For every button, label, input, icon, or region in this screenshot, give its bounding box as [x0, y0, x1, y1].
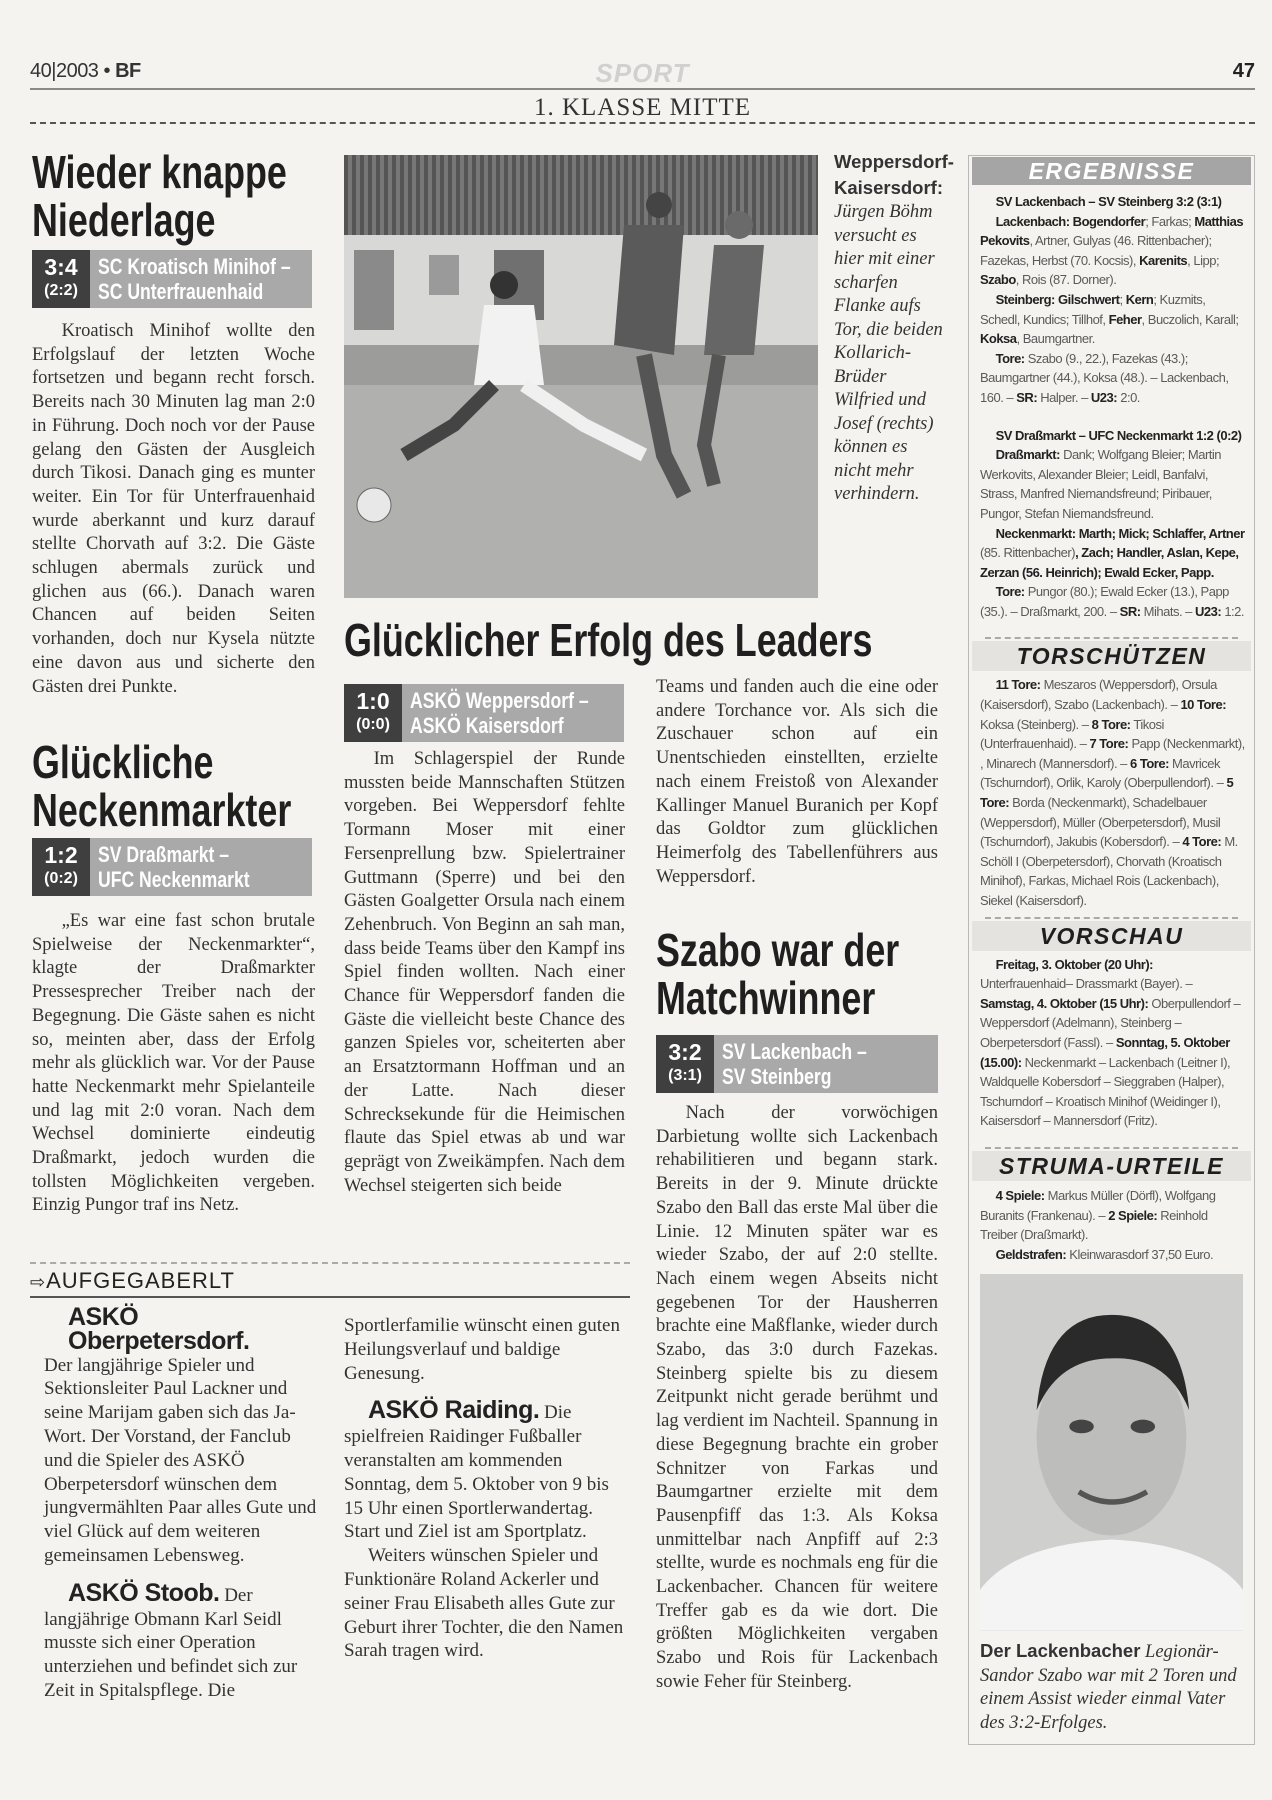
paragraph: Im Schlagerspiel der Runde mussten beide Mannschaften Stützen vorgeben. Bei Weppersdorf fehlte Tormann Moser mit einer Fersenprellung bzw. Spielertrainer Guttmann (Sperre) und bei den Gästen Goalgetter Orsula nach einem Zehenbruch. Von Beginn an sah man, dass beide Teams über den Kampf ins Spiel finden wollten. Nach einer Chance für Weppersdorf fanden die Gäste die vielleicht beste Chance des ganzen Spieles vor, scheiterten aber an Ersatztormann Hoffman und an der Latte. Nach dieser Schrecksekunde für die Heimischen flaute das Spiel etwas ab und war geprägt von Zweikämpfen. Nach dem Wechsel steigerten sich beide — [344, 749, 625, 1196]
text: Markus Müller (Dörfl), Wolfgang Buranits (Frankenau). – — [980, 1187, 1216, 1223]
struma-text — [980, 1186, 1246, 1264]
bold-text: 6 Tore: — [1130, 755, 1169, 771]
league-title: 1. KLASSE MITTE — [533, 94, 752, 121]
bold-text: Szabo — [980, 272, 1016, 288]
portrait-caption — [980, 1639, 1243, 1735]
text: ; — [1119, 291, 1126, 307]
bold-text: Lackenbach: Bogendorfer — [995, 213, 1146, 229]
item-text: Die spielfreien Raidinger Fußballer veranstalten am kommenden Sonntag, dem 5. Oktober von 9 bis 15 Uhr einen Sportlerwandertag. Start und Ziel ist am Sportplatz. — [344, 1402, 609, 1543]
final-score: 3:4 — [44, 254, 78, 280]
bold-text: 5 Tore: — [980, 775, 1234, 811]
paragraph: „Es war eine fast schon brutale Spielweise der Neckenmarkter“, klagte der Draßmarkter Pressesprecher Treiber nach der Begegnung. Die Gäste sahen es nicht so, meinten aber, dass der Erfolg mehr als glücklich war. Vor der Pause hatte Neckenmarkt mehr Spielanteile und lag mit 2:0 voran. Nach dem Wechsel dominierte eindeutig Draßmarkt, jedoch wurden die tollsten Möglichkeiten vergeben. Einzig Pungor traf ins Netz. — [32, 911, 315, 1216]
home-team: ASKÖ Weppersdorf – — [410, 688, 589, 713]
item-title: ASKÖ Stoob. — [68, 1578, 220, 1607]
item-text: Der langjährige Spieler und Sektionsleiter Paul Lackner und seine Marijam gaben sich das Ja-Wort. Der Vorstand, der Fanclub und die Spieler des ASKÖ Oberpetersdorf wünschen dem jungvermählten Paar alles Gute und viel Glück auf dem weiteren gemeinsamen Lebensweg. — [44, 1354, 317, 1566]
vorschau-text — [980, 955, 1246, 1131]
article2-scorebox — [32, 838, 312, 896]
halftime-score: (3:1) — [668, 1067, 702, 1084]
paragraph — [980, 524, 1246, 583]
article4-scorebox — [656, 1035, 938, 1093]
text: Borda (Neckenmarkt), Schadelbauer (Weppersdorf), Müller (Oberpetersdorf), Musil (Tschurndorf), Jakubis (Kobersdorf). – — [980, 795, 1221, 850]
bold-text: 4 Spiele: — [995, 1187, 1045, 1203]
paragraph — [980, 675, 1246, 910]
paragraph — [980, 1245, 1246, 1265]
paragraph: Kroatisch Minihof wollte den Erfolgslauf der letzten Woche fortsetzen und begann recht forsch. Bereits nach 30 Minuten lag man 2:0 in Führung. Doch noch vor der Pause gelang den Gästen der Ausgleich durch Tikosi. Danach ging es munter weiter. Ein Tor für Unterfrauenhaid wurde aberkannt und kurz darauf stellte Chorvath auf 3:2. Die Gäste schlugen abermals zurück und glichen aus (66.). Danach waren Chancen auf beiden Seiten vorhanden, doch nur Kysela nützte eine davon aus und sicherte den Gästen drei Punkte. — [32, 321, 315, 697]
item-text: Weiters wünschen Spieler und Funktionäre Roland Ackerler und seiner Frau Elisabeth alles Gute zur Geburt ihrer Tochter, die den Namen Sarah tragen wird. — [344, 1545, 624, 1662]
text: , Lipp; — [1187, 252, 1220, 268]
match-photo — [344, 155, 818, 598]
bold-text: Tore: — [995, 584, 1025, 600]
paragraph — [980, 955, 1246, 1131]
ergebnisse-title: ERGEBNISSE — [972, 157, 1251, 185]
article3-scorebox — [344, 684, 624, 742]
bold-text: Geldstrafen: — [995, 1246, 1067, 1262]
player-portrait-image — [980, 1274, 1243, 1631]
text: Koksa (Steinberg). – — [980, 716, 1092, 732]
bold-text: Koksa — [980, 331, 1017, 347]
headline-line: Glückliche — [32, 736, 214, 788]
text: , Artner, Gulyas (46. Rittenbacher); Fazekas, Herbst (70. Kocsis), — [980, 233, 1212, 268]
aufgegaberlt-title: AUFGEGABERLT — [46, 1268, 235, 1293]
paragraph — [980, 445, 1246, 523]
text: Kleinwarasdorf 37,50 Euro. — [1066, 1246, 1214, 1262]
paragraph — [980, 290, 1246, 349]
bold-text: SR: — [1016, 389, 1038, 405]
halftime-score: (2:2) — [44, 282, 78, 299]
text: Pungor (80.); Ewald Ecker (13.), Papp (35.). – Draßmarkt, 200. – — [980, 584, 1229, 619]
item-title: ASKÖ Raiding. — [368, 1396, 540, 1425]
text: Szabo (9., 22.), Fazekas (43.); Baumgartner (44.), Koksa (48.). – Lackenbach, 160. – — [980, 350, 1229, 405]
italic-text: Legionär-Sandor Szabo war mit 2 Toren und einem Assist wieder einmal Vater des 3:2-Erfolges. — [980, 1642, 1237, 1733]
article3-headline — [344, 614, 964, 666]
bold-text: 4 Tore: — [1182, 834, 1222, 850]
text: ; Kuzmits, Schedl, Kundics; Tillhof, — [980, 291, 1206, 327]
bold-text: Karenits — [1139, 252, 1188, 268]
text: , Rois (87. Dorner). — [1015, 272, 1117, 288]
bold-text: Feher — [1108, 311, 1142, 327]
bold-text: SV Lackenbach – SV Steinberg 3:2 (3:1) — [995, 194, 1222, 209]
text: Meszaros (Weppersdorf), Orsula (Kaisersdorf), Szabo (Lackenbach). – — [980, 677, 1217, 713]
text: Unterfrauenhaid– Drassmarkt (Bayer). – — [980, 976, 1193, 992]
article4-body — [656, 1102, 938, 1695]
sidebar-content — [972, 157, 1251, 1741]
paragraph — [980, 192, 1246, 212]
article3-body — [344, 748, 625, 1198]
bold-text: Der Lackenbacher — [980, 1640, 1141, 1661]
italic-text: Jürgen Böhm versucht es hier mit einer scharfen Flanke aufs Tor, die beiden Kollarich-Brüder Wilfried und Josef (rechts) können es nicht mehr verhindern. — [834, 202, 943, 504]
bold-text: 2 Spiele: — [1108, 1207, 1158, 1223]
text: Papp (Neckenmarkt), , Minarech (Mannersdorf). – — [980, 736, 1245, 771]
headline-line: Szabo war der — [656, 924, 900, 976]
bullet: • — [103, 60, 111, 82]
text: Neckenmarkt – Lackenbach (Leitner I), Waldquelle Kobersdorf – Sieggraben (Halper), Tschurndorf – Kroatisch Minihof (Weidinger I), Kaisersdorf – Mannersdorf (Fritz). — [980, 1054, 1231, 1129]
bold-text: U23: — [1090, 389, 1118, 405]
bold-text: Neckenmarkt: Marth; Mick; Schlaffer, Artner — [995, 525, 1245, 541]
away-team: SC Unterfrauenhaid — [98, 279, 264, 304]
text: 2:0. — [1117, 389, 1140, 405]
paragraph — [980, 349, 1246, 408]
text: Oberpullendorf – Weppersdorf (Adelmann), Steinberg – Oberpetersdorf (Fassl). – — [980, 995, 1241, 1050]
bold-text: SR: — [1119, 603, 1141, 619]
ergebnisse-text — [980, 192, 1246, 621]
away-team: UFC Neckenmarkt — [98, 867, 250, 892]
final-score: 3:2 — [668, 1039, 702, 1065]
away-team: SV Steinberg — [722, 1064, 832, 1089]
text: Dank; Wolfgang Bleier; Martin Werkovits, Alexander Bleier; Leidl, Banfalvi, Strass, Manfred Niemandsfreund; Piribauer, Pungor, Stefan Niemandsfreund. — [980, 447, 1222, 521]
publication-name: BF — [115, 60, 141, 82]
torschuetzen-title: TORSCHÜTZEN — [972, 641, 1251, 671]
final-score: 1:2 — [44, 842, 78, 868]
article1-scorebox — [32, 250, 312, 308]
text: , Baumgartner. — [1016, 331, 1095, 347]
section-divider — [985, 1147, 1238, 1149]
paragraph — [980, 212, 1246, 290]
text: Tikosi (Unterfrauenhaid). – — [980, 716, 1164, 752]
text: (85. Rittenbacher) — [980, 545, 1076, 561]
bold-text: 8 Tore: — [1091, 716, 1131, 732]
text: Halper. – — [1037, 389, 1091, 405]
home-team: SC Kroatisch Minihof – — [98, 254, 291, 279]
away-team: ASKÖ Kaisersdorf — [410, 713, 564, 738]
aufgegaberlt-col2 — [344, 1314, 624, 1663]
paragraph — [980, 1186, 1246, 1245]
section-divider — [985, 637, 1238, 639]
issue-number: 40|2003 — [30, 60, 99, 82]
article3-body-continued — [656, 676, 938, 889]
bold-text: Tore: — [995, 350, 1025, 366]
headline-line: Glücklicher Erfolg des Leaders — [344, 614, 873, 666]
bold-text: SV Draßmarkt – UFC Neckenmarkt 1:2 (0:2) — [995, 427, 1242, 443]
bold-text: Samstag, 4. Oktober (15 Uhr): — [980, 995, 1149, 1011]
section-title: SPORT — [595, 58, 690, 88]
page-header — [30, 58, 1255, 90]
photo-caption — [834, 150, 954, 507]
bold-text: 10 Tore: — [1180, 697, 1227, 713]
aufgegaberlt-header — [30, 1268, 630, 1298]
bold-text: Matthias Pekovits — [980, 213, 1244, 249]
bold-text: U23: — [1195, 603, 1222, 619]
aufgegaberlt-col1 — [44, 1303, 324, 1703]
spacer — [980, 408, 1246, 426]
text: Reinhold Treiber (Draßmarkt). — [980, 1207, 1208, 1243]
bold-text: Weppersdorf-Kaisersdorf: — [834, 151, 954, 198]
home-team: SV Lackenbach – — [722, 1039, 867, 1064]
paragraph — [980, 426, 1246, 446]
headline-line: Matchwinner — [656, 972, 876, 1024]
paragraph — [980, 582, 1246, 621]
halftime-score: (0:0) — [356, 716, 390, 733]
headline-line: Niederlage — [32, 194, 216, 246]
text: Mihats. – — [1140, 603, 1196, 619]
text: , Buczolich, Karall; — [1141, 311, 1239, 327]
bold-text: , Zach; Handler, Aslan, Kepe, Zerzan (56. Heinrich); Ewald Ecker, Papp. — [980, 545, 1239, 580]
bold-text: Steinberg: Gilschwert — [995, 291, 1120, 307]
article1-headline — [32, 148, 362, 244]
paragraph: Nach der vorwöchigen Darbietung wollte sich Lackenbach rehabilitieren und begann stark. Bereits in der 9. Minute drückte Szabo den Ball das erste Mal über die Linie. 12 Minuten später war es wieder Szabo, der auf 2:0 stellte. Nach einem wegen Abseits nicht gegebenen Tor der Hausherren brachte eine Maßflanke, wieder durch Szabo, das 3:0 durch Fazekas. Steinberg spielte bis zu diesem Zeitpunkt nicht gerade berühmt und lag verdient im Nachteil. Spannung in diese Begegnung brachte ein grober Schnitzer von Farkas und Baumgartner erzielte mit dem Pausenpfiff das 1:3. Als Koksa unmittelbar nach Anpfiff auf 2:3 stellte, wurde es nochmals eng für die Lackenbacher. Chancen für weitere Treffer gab es da wie dort. Die größten Möglichkeiten vergaben Szabo und Rois für Lackenbach sowie Feher für Steinberg. — [656, 1103, 938, 1692]
item-text: Sportlerfamilie wünscht einen guten Heilungsverlauf und baldige Genesung. — [344, 1315, 620, 1384]
bold-text: 11 Tore: — [995, 677, 1041, 693]
match-photo-image — [344, 155, 818, 598]
article1-body — [32, 320, 315, 699]
section-divider — [985, 917, 1238, 919]
header-divider — [30, 122, 1255, 124]
text: M. Schöll I (Oberpetersdorf), Chorvath (Kroatisch Minihof), Farkas, Michael Rois (Lackenbach), Siekel (Kaisersdorf). — [980, 834, 1238, 908]
article2-body — [32, 910, 315, 1218]
struma-title: STRUMA-URTEILE — [972, 1151, 1251, 1181]
arrow-right-icon: ⇨ — [30, 1272, 47, 1292]
bold-text: 7 Tore: — [1089, 736, 1129, 752]
final-score: 1:0 — [356, 688, 390, 714]
home-team: SV Draßmarkt – — [98, 842, 230, 867]
page-number: 47 — [1232, 60, 1255, 82]
text: 1:2. — [1221, 603, 1245, 619]
paragraph: Teams und fanden auch die eine oder andere Torchance vor. Als sich die Zuschauer schon auf ein Unentschieden einstellten, erzielte nach einem Freistoß von Alexander Kallinger Manuel Buranich per Kopf das Goldtor zum glücklichen Heimerfolg des Tabellenführers aus Weppersdorf. — [656, 677, 938, 887]
headline-line: Wieder knappe — [32, 146, 287, 198]
bold-text: Sonntag, 5. Oktober (15.00): — [980, 1034, 1230, 1070]
article2-headline — [32, 738, 362, 834]
player-portrait — [980, 1274, 1243, 1631]
text: ; Farkas; — [1145, 213, 1195, 229]
bold-text: Draßmarkt: — [995, 447, 1060, 463]
article4-headline — [656, 926, 966, 1022]
bold-text: Kern — [1125, 291, 1154, 307]
section-divider — [30, 1262, 630, 1264]
vorschau-title: VORSCHAU — [972, 921, 1251, 951]
bold-text: Freitag, 3. Oktober (20 Uhr): — [995, 956, 1154, 972]
text: Mavricek (Tschurndorf), Orlik, Karoly (Oberpullendorf). – — [980, 755, 1227, 791]
torschuetzen-text — [980, 675, 1246, 910]
item-text: Der langjährige Obmann Karl Seidl musste sich einer Operation unterziehen und befindet sich zur Zeit in Spitalspflege. Die — [44, 1584, 298, 1701]
halftime-score: (0:2) — [44, 870, 78, 887]
headline-line: Neckenmarkter — [32, 784, 292, 836]
item-title: ASKÖ Oberpetersdorf. — [68, 1303, 250, 1355]
